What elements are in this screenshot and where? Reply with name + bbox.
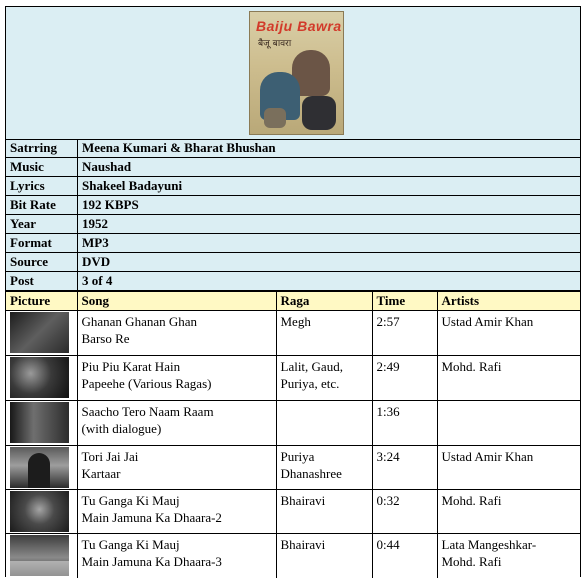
info-key: Lyrics: [6, 177, 78, 196]
song-title: Tu Ganga Ki Mauj Main Jamuna Ka Dhaara-3: [77, 534, 276, 578]
song-time: 2:49: [372, 356, 437, 401]
song-artists: Mohd. Rafi: [437, 490, 580, 534]
info-value: DVD: [78, 253, 581, 272]
song-thumbnail: [10, 357, 69, 398]
song-raga: Bhairavi: [276, 534, 372, 578]
info-key: Satrring: [6, 139, 78, 158]
info-value: 3 of 4: [78, 272, 581, 291]
song-title: Tori Jai Jai Kartaar: [77, 446, 276, 490]
song-artists: [437, 401, 580, 446]
info-row: [6, 177, 580, 196]
info-row: [6, 234, 580, 253]
info-row: [6, 215, 580, 234]
song-raga: Puriya Dhanashree: [276, 446, 372, 490]
info-key: Bit Rate: [6, 196, 78, 215]
info-value: 1952: [78, 215, 581, 234]
song-raga: Bhairavi: [276, 490, 372, 534]
header-artists: Artists: [437, 292, 580, 311]
info-key: Format: [6, 234, 78, 253]
song-row: [6, 401, 580, 446]
info-key: Post: [6, 272, 78, 291]
song-raga: Megh: [276, 311, 372, 356]
info-row: [6, 196, 580, 215]
song-time: 3:24: [372, 446, 437, 490]
poster-title: Baiju Bawra: [256, 18, 342, 34]
header-picture: Picture: [6, 292, 77, 311]
header-song: Song: [77, 292, 276, 311]
info-key: Source: [6, 253, 78, 272]
info-row: [6, 272, 580, 291]
poster-figure: [302, 96, 336, 130]
info-value: Meena Kumari & Bharat Bhushan: [78, 139, 581, 158]
song-title: Piu Piu Karat Hain Papeehe (Various Ragas): [77, 356, 276, 401]
movie-poster: [249, 11, 344, 135]
song-time: 0:32: [372, 490, 437, 534]
song-time: 1:36: [372, 401, 437, 446]
song-artists: Lata Mangeshkar- Mohd. Rafi: [437, 534, 580, 578]
song-row: [6, 356, 580, 401]
song-row: [6, 534, 580, 578]
header-raga: Raga: [276, 292, 372, 311]
info-value: Shakeel Badayuni: [78, 177, 581, 196]
song-artists: Ustad Amir Khan: [437, 311, 580, 356]
song-raga: [276, 401, 372, 446]
info-value: Naushad: [78, 158, 581, 177]
song-raga: Lalit, Gaud, Puriya, etc.: [276, 356, 372, 401]
song-thumbnail: [10, 402, 69, 443]
poster-figure: [264, 108, 286, 128]
header-time: Time: [372, 292, 437, 311]
song-title: Tu Ganga Ki Mauj Main Jamuna Ka Dhaara-2: [77, 490, 276, 534]
song-thumbnail: [10, 535, 69, 576]
info-value: 192 KBPS: [78, 196, 581, 215]
song-time: 2:57: [372, 311, 437, 356]
song-artists: Ustad Amir Khan: [437, 446, 580, 490]
album-info-table: [5, 6, 581, 577]
song-title: Saacho Tero Naam Raam (with dialogue): [77, 401, 276, 446]
song-time: 0:44: [372, 534, 437, 578]
info-table: [6, 139, 580, 291]
song-artists: Mohd. Rafi: [437, 356, 580, 401]
songs-table: [6, 291, 580, 578]
poster-cell: [6, 7, 580, 140]
song-thumbnail: [10, 447, 69, 488]
info-row: [6, 158, 580, 177]
info-row: [6, 139, 580, 158]
info-row: [6, 253, 580, 272]
song-title: Ghanan Ghanan Ghan Barso Re: [77, 311, 276, 356]
song-row: [6, 490, 580, 534]
songs-header-row: [6, 292, 580, 311]
song-row: [6, 311, 580, 356]
song-thumbnail: [10, 312, 69, 353]
song-row: [6, 446, 580, 490]
song-thumbnail: [10, 491, 69, 532]
info-key: Year: [6, 215, 78, 234]
info-value: MP3: [78, 234, 581, 253]
poster-subtitle: बैजू बावरा: [258, 39, 292, 49]
info-key: Music: [6, 158, 78, 177]
